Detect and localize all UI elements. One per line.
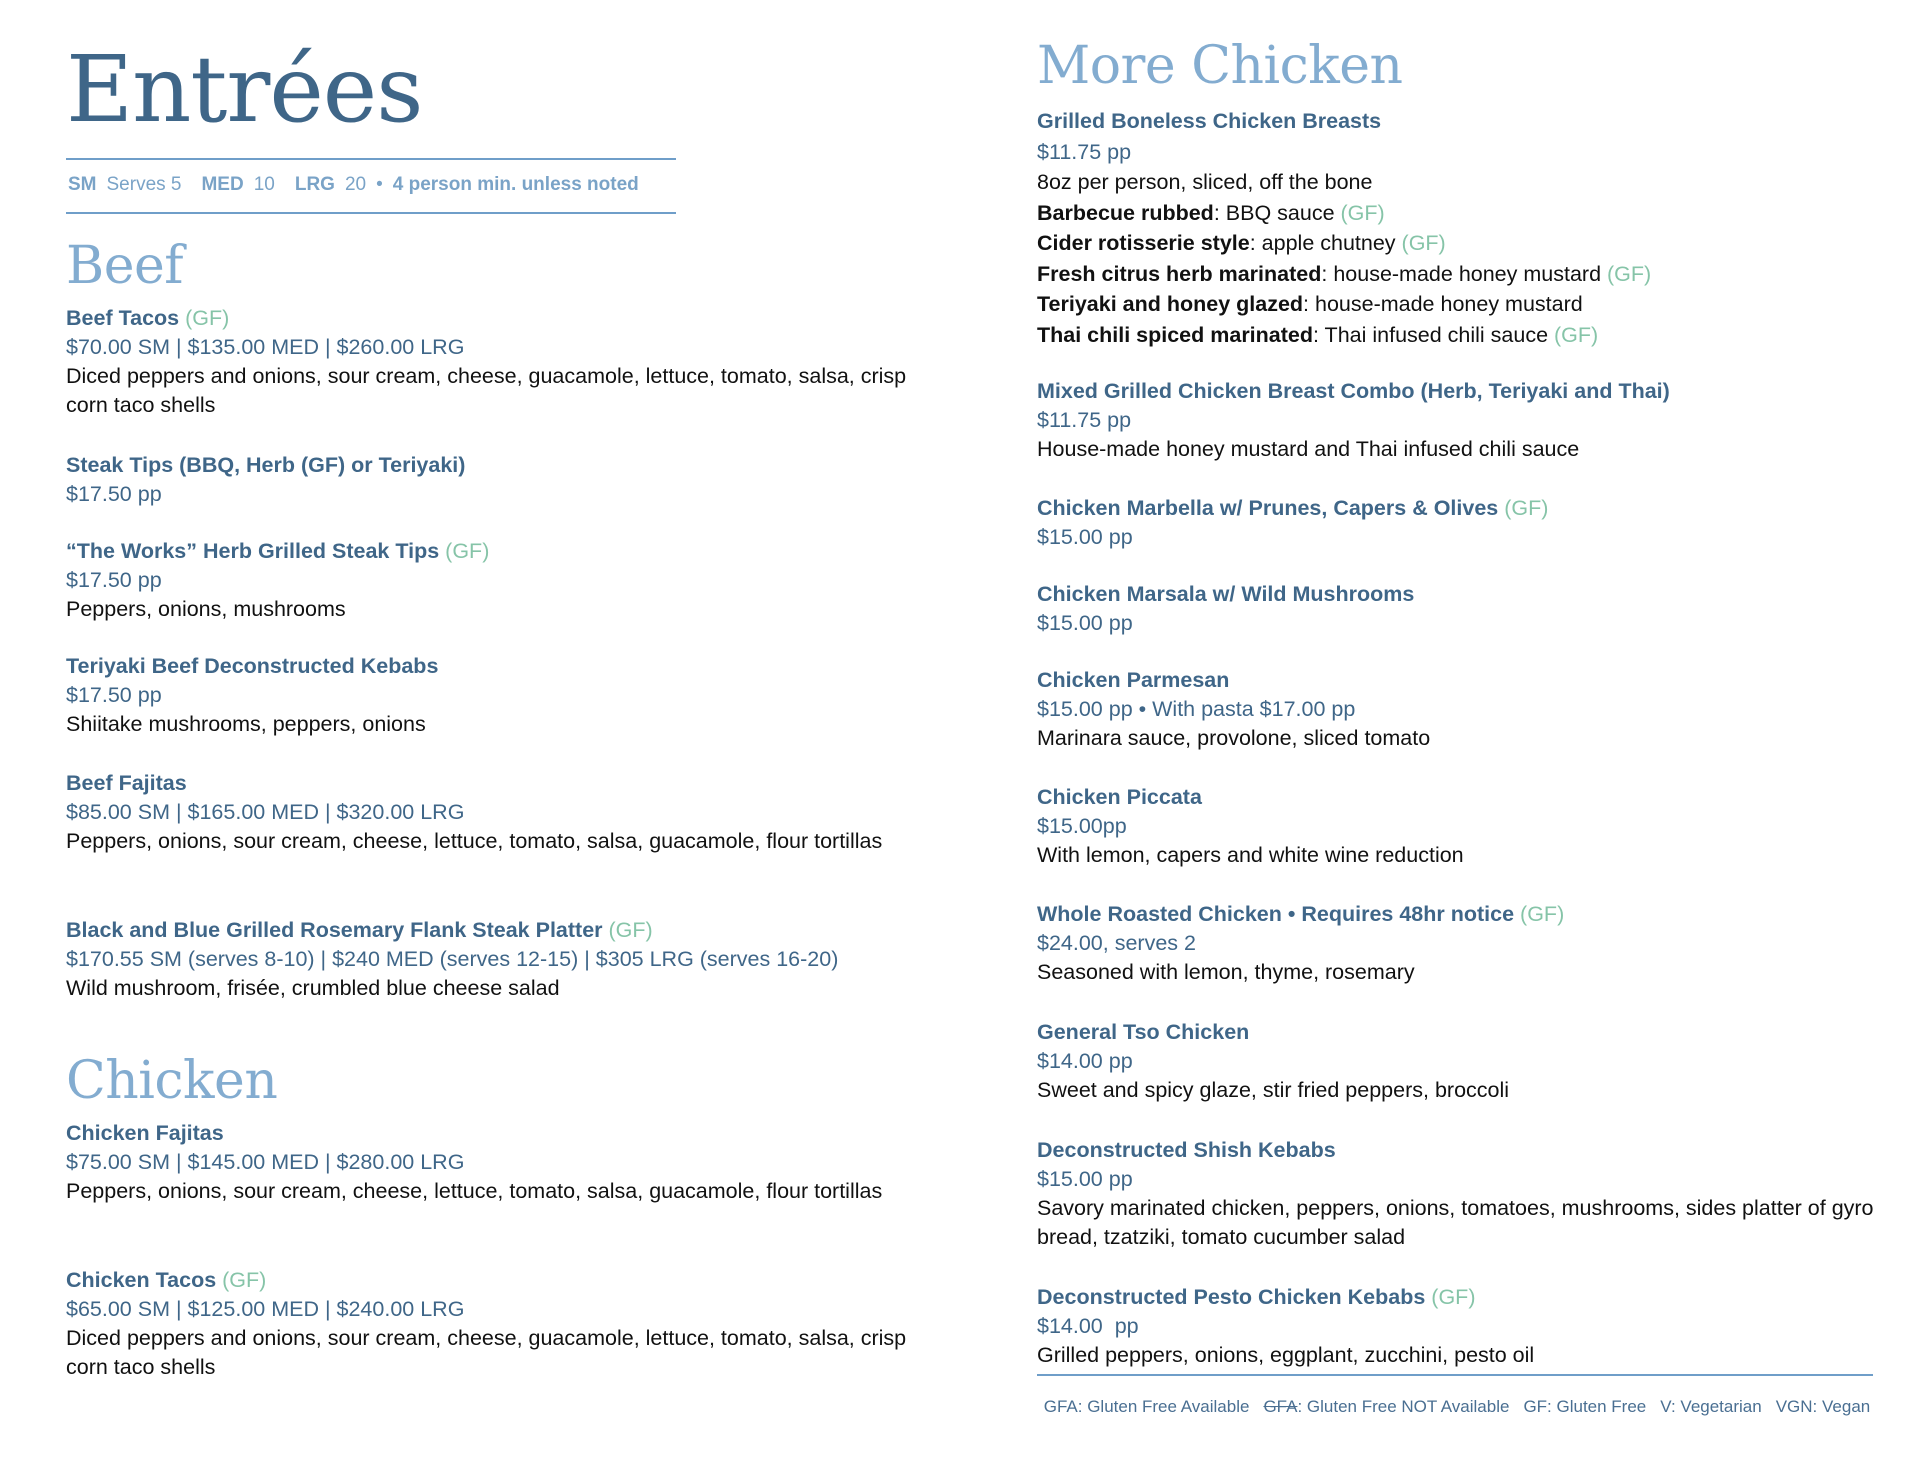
item-description: Peppers, onions, mushrooms xyxy=(66,597,346,621)
gf-tag: (GF) xyxy=(222,1268,267,1292)
legend-gfa: GFA: Gluten Free Available xyxy=(1043,1397,1250,1416)
variant-cider xyxy=(1037,228,1877,259)
item-price: $15.00 pp • With pasta $17.00 pp xyxy=(1037,697,1356,721)
menu-item-chicken-parmesan xyxy=(1037,666,1877,753)
item-price: $70.00 SM | $135.00 MED | $260.00 LRG xyxy=(66,335,465,359)
legend-gf: GF: Gluten Free xyxy=(1523,1397,1647,1416)
item-price: $17.50 pp xyxy=(66,482,162,506)
item-name: Mixed Grilled Chicken Breast Combo (Herb, Teriyaki and Thai) xyxy=(1037,379,1670,403)
item-name: Grilled Boneless Chicken Breasts xyxy=(1037,109,1382,133)
item-price: $15.00 pp xyxy=(1037,1167,1133,1191)
item-name: Chicken Piccata xyxy=(1037,785,1202,809)
item-name: Chicken Parmesan xyxy=(1037,668,1230,692)
size-note: 4 person min. unless noted xyxy=(392,174,639,195)
variant-style: Thai chili spiced marinated xyxy=(1037,322,1313,347)
item-name: Chicken Marbella w/ Prunes, Capers & Olives xyxy=(1037,496,1499,520)
menu-item-flank-steak-platter xyxy=(66,916,946,1003)
item-description: Wild mushroom, frisée, crumbled blue cheese salad xyxy=(66,976,560,1000)
section-title-chicken: Chicken xyxy=(66,1051,278,1111)
item-name: Whole Roasted Chicken • Requires 48hr notice xyxy=(1037,902,1515,926)
variant-sauce: : apple chutney xyxy=(1249,231,1402,255)
menu-item-chicken-marsala xyxy=(1037,580,1877,638)
size-lrg-serves: 20 xyxy=(344,174,367,195)
menu-item-chicken-fajitas xyxy=(66,1119,926,1206)
item-name: Black and Blue Grilled Rosemary Flank Steak Platter xyxy=(66,918,603,942)
menu-item-works-steak-tips xyxy=(66,537,926,624)
item-description: With lemon, capers and white wine reduction xyxy=(1037,843,1464,867)
item-price: $65.00 SM | $125.00 MED | $240.00 LRG xyxy=(66,1297,465,1321)
item-name: Beef Fajitas xyxy=(66,771,187,795)
item-description: Sweet and spicy glaze, stir fried peppers, broccoli xyxy=(1037,1078,1510,1102)
menu-item-whole-roasted-chicken xyxy=(1037,900,1877,987)
item-price: $11.75 pp xyxy=(1037,139,1132,164)
variant-style: Teriyaki and honey glazed xyxy=(1037,292,1304,316)
variant-style: Fresh citrus herb marinated xyxy=(1037,261,1322,286)
menu-item-chicken-piccata xyxy=(1037,783,1877,870)
menu-item-mixed-grilled-combo xyxy=(1037,377,1877,464)
menu-item-steak-tips xyxy=(66,451,926,509)
gf-tag: (GF) xyxy=(608,918,653,942)
gf-tag: (GF) xyxy=(1607,261,1652,286)
gf-tag: (GF) xyxy=(1340,200,1385,225)
legend-divider xyxy=(1037,1374,1873,1376)
item-name: Chicken Marsala w/ Wild Mushrooms xyxy=(1037,582,1415,606)
item-price: $15.00 pp xyxy=(1037,525,1133,549)
item-price: $17.50 pp xyxy=(66,568,162,592)
menu-item-chicken-marbella xyxy=(1037,494,1877,552)
variant-citrus-herb xyxy=(1037,259,1877,290)
variant-style: Cider rotisserie style xyxy=(1037,231,1250,255)
gf-tag: (GF) xyxy=(1504,496,1549,520)
item-description: Seasoned with lemon, thyme, rosemary xyxy=(1037,960,1415,984)
menu-item-beef-tacos xyxy=(66,304,926,420)
menu-item-chicken-tacos xyxy=(66,1266,926,1382)
dietary-legend xyxy=(1037,1396,1877,1418)
size-bullet: • xyxy=(376,174,383,195)
size-sm-label: SM xyxy=(68,174,97,195)
item-price: $170.55 SM (serves 8-10) | $240 MED (serves 12-15) | $305 LRG (serves 16-20) xyxy=(66,947,839,971)
item-price: $24.00, serves 2 xyxy=(1037,931,1196,955)
variant-style: Barbecue rubbed xyxy=(1037,200,1214,225)
size-key xyxy=(66,158,676,214)
gf-tag: (GF) xyxy=(185,306,230,330)
variant-sauce: : BBQ sauce xyxy=(1213,200,1341,225)
item-description: Diced peppers and onions, sour cream, cheese, guacamole, lettuce, tomato, salsa, crisp corn taco shells xyxy=(66,364,907,417)
section-title-more-chicken: More Chicken xyxy=(1037,36,1403,96)
item-price: $85.00 SM | $165.00 MED | $320.00 LRG xyxy=(66,800,465,824)
menu-item-general-tso xyxy=(1037,1018,1877,1105)
item-price: $75.00 SM | $145.00 MED | $280.00 LRG xyxy=(66,1150,465,1174)
item-name: Deconstructed Pesto Chicken Kebabs xyxy=(1037,1285,1426,1309)
item-price: $15.00pp xyxy=(1037,814,1127,838)
item-description: House-made honey mustard and Thai infused chili sauce xyxy=(1037,437,1580,461)
menu-item-teriyaki-beef-kebabs xyxy=(66,652,926,739)
menu-item-beef-fajitas xyxy=(66,769,926,856)
legend-gfa-not-text: : Gluten Free NOT Available xyxy=(1297,1397,1510,1416)
item-name: Chicken Fajitas xyxy=(66,1121,224,1145)
item-description: 8oz per person, sliced, off the bone xyxy=(1037,170,1373,194)
variant-sauce: : Thai infused chili sauce xyxy=(1313,322,1555,347)
legend-v: V: Vegetarian xyxy=(1660,1397,1762,1416)
item-description: Shiitake mushrooms, peppers, onions xyxy=(66,712,426,736)
item-price: $14.00 pp xyxy=(1037,1314,1139,1338)
variant-sauce: : house-made honey mustard xyxy=(1321,261,1608,286)
item-name: Deconstructed Shish Kebabs xyxy=(1037,1138,1336,1162)
item-description: Savory marinated chicken, peppers, onions, tomatoes, mushrooms, sides platter of gyro bread, tzatziki, tomato cucumber salad xyxy=(1037,1196,1874,1249)
variant-bbq xyxy=(1037,198,1877,229)
legend-vgn: VGN: Vegan xyxy=(1775,1397,1871,1416)
variant-thai-chili xyxy=(1037,320,1877,351)
item-price: $15.00 pp xyxy=(1037,611,1133,635)
size-sm-serves: Serves 5 xyxy=(106,174,182,195)
variant-sauce: : house-made honey mustard xyxy=(1303,292,1583,316)
legend-gfa-not-abbr: GFA xyxy=(1263,1397,1298,1416)
item-price: $11.75 pp xyxy=(1037,408,1132,432)
size-med-label: MED xyxy=(201,174,244,195)
variant-teriyaki xyxy=(1037,289,1877,320)
menu-item-grilled-chicken-breasts xyxy=(1037,106,1877,350)
item-name: “The Works” Herb Grilled Steak Tips xyxy=(66,539,440,563)
item-name: Teriyaki Beef Deconstructed Kebabs xyxy=(66,654,439,678)
gf-tag: (GF) xyxy=(1554,322,1599,347)
item-description: Peppers, onions, sour cream, cheese, lettuce, tomato, salsa, guacamole, flour tortillas xyxy=(66,829,883,853)
size-lrg-label: LRG xyxy=(294,174,335,195)
section-title-beef: Beef xyxy=(66,236,184,296)
size-med-serves: 10 xyxy=(253,174,275,195)
item-name: Steak Tips (BBQ, Herb (GF) or Teriyaki) xyxy=(66,453,466,477)
item-description: Diced peppers and onions, sour cream, cheese, guacamole, lettuce, tomato, salsa, crisp corn taco shells xyxy=(66,1326,907,1379)
page-title: Entrées xyxy=(66,36,423,143)
gf-tag: (GF) xyxy=(445,539,490,563)
menu-item-pesto-chicken-kebabs xyxy=(1037,1283,1877,1370)
item-price: $14.00 pp xyxy=(1037,1049,1133,1073)
item-price: $17.50 pp xyxy=(66,683,162,707)
item-description: Grilled peppers, onions, eggplant, zucchini, pesto oil xyxy=(1037,1343,1535,1367)
item-name: General Tso Chicken xyxy=(1037,1020,1250,1044)
gf-tag: (GF) xyxy=(1401,231,1446,255)
item-description: Peppers, onions, sour cream, cheese, lettuce, tomato, salsa, guacamole, flour tortillas xyxy=(66,1179,883,1203)
gf-tag: (GF) xyxy=(1431,1285,1476,1309)
legend-gfa-not xyxy=(1263,1397,1509,1416)
item-description: Marinara sauce, provolone, sliced tomato xyxy=(1037,726,1431,750)
gf-tag: (GF) xyxy=(1520,902,1565,926)
item-name: Chicken Tacos xyxy=(66,1268,217,1292)
item-name: Beef Tacos xyxy=(66,306,180,330)
menu-item-shish-kebabs xyxy=(1037,1136,1877,1252)
